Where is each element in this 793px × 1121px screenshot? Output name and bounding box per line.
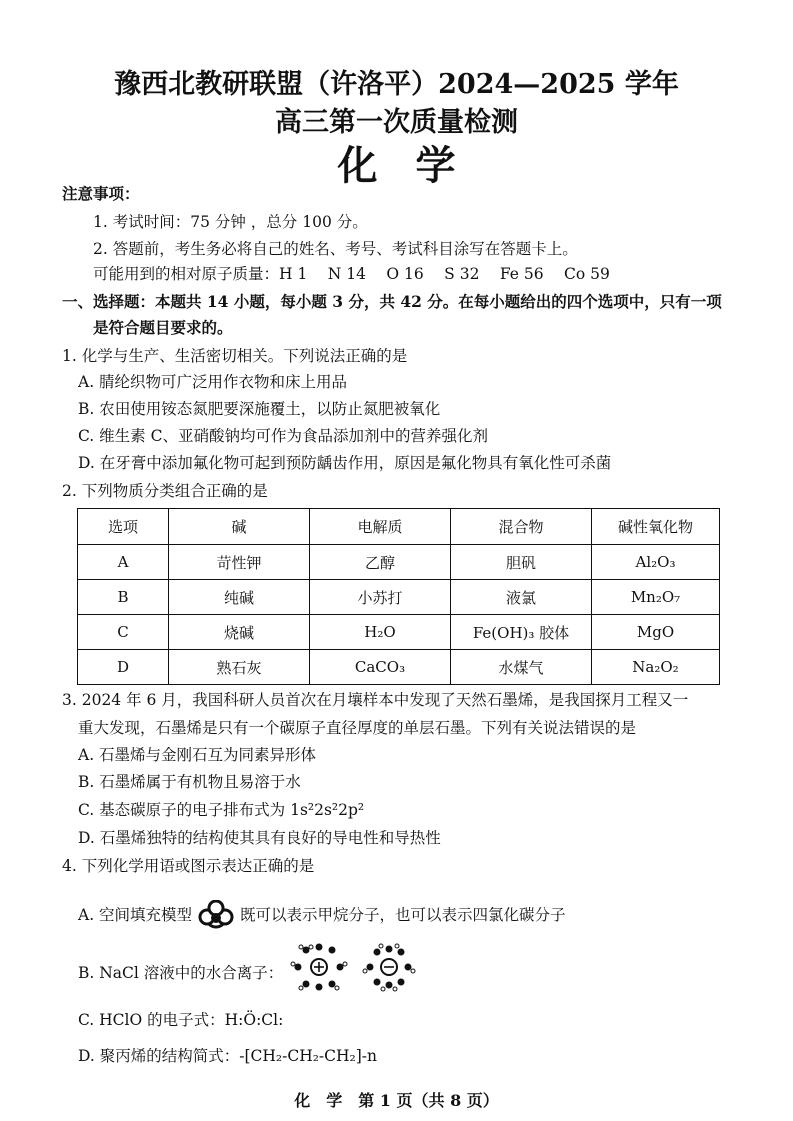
table-cell: 胆矾 [451, 545, 592, 580]
q2-stem: 2. 下列物质分类组合正确的是 [62, 482, 268, 500]
table-header-cell: 碱性氧化物 [592, 509, 720, 545]
hydrated-anion-icon [361, 942, 417, 992]
q3-stem-cont: 重大发现，石墨烯是只有一个碳原子直径厚度的单层石墨。下列有关说法错误的是 [78, 719, 637, 737]
q1-option-d: D. 在牙膏中添加氟化物可起到预防龋齿作用，原因是氟化物具有氧化性可杀菌 [78, 454, 612, 472]
table-cell: A [78, 545, 169, 580]
notes-heading: 注意事项： [62, 184, 140, 203]
table-header-cell: 混合物 [451, 509, 592, 545]
table-header-cell: 电解质 [310, 509, 451, 545]
table-header-cell: 选项 [78, 509, 169, 545]
table-row [78, 545, 720, 580]
space-filling-model-icon [197, 900, 235, 932]
table-cell: 烧碱 [169, 615, 310, 650]
table-cell: H₂O [310, 615, 451, 650]
exam-subtitle: 高三第一次质量检测 [275, 107, 518, 138]
table-cell: 苛性钾 [169, 545, 310, 580]
table-cell: CaCO₃ [310, 650, 451, 685]
q4-option-a [78, 900, 565, 932]
table-cell: C [78, 615, 169, 650]
q4-option-c: C. HClO 的电子式：H:Ö:Cl: [78, 1011, 284, 1029]
table-cell: 熟石灰 [169, 650, 310, 685]
table-header-row [78, 509, 720, 545]
q4-option-b-label: B. NaCl 溶液中的水合离子： [78, 964, 284, 982]
q1-option-a: A. 腈纶织物可广泛用作衣物和床上用品 [78, 373, 348, 391]
table-cell: Al₂O₃ [592, 545, 720, 580]
q4-stem: 4. 下列化学用语或图示表达正确的是 [62, 857, 315, 875]
q4-option-b [78, 956, 417, 992]
notes-item-1: 1. 考试时间：75 分钟 ，总分 100 分。 [93, 213, 368, 231]
section-1-heading-cont: 是符合题目要求的。 [93, 318, 233, 337]
table-cell: Mn₂O₇ [592, 580, 720, 615]
table-cell: Na₂O₂ [592, 650, 720, 685]
table-cell: Fe(OH)₃ 胶体 [451, 615, 592, 650]
q1-stem: 1. 化学与生产、生活密切相关。下列说法正确的是 [62, 347, 408, 365]
table-cell: 液氯 [451, 580, 592, 615]
q3-stem: 3. 2024 年 6 月，我国科研人员首次在月壤样本中发现了天然石墨烯，是我国探月工程又一 [62, 691, 689, 709]
q4-option-a-suffix: 既可以表示甲烷分子，也可以表示四氯化碳分子 [239, 906, 566, 924]
subject-title: 化学 [337, 142, 494, 189]
table-header-cell: 碱 [169, 509, 310, 545]
q3-option-b: B. 石墨烯属于有机物且易溶于水 [78, 773, 301, 791]
table-row [78, 615, 720, 650]
table-cell: 水煤气 [451, 650, 592, 685]
q4-option-a-prefix: A. 空间填充模型 [78, 906, 193, 924]
q1-option-c: C. 维生素 C、亚硝酸钠均可作为食品添加剂中的营养强化剂 [78, 427, 488, 445]
page-footer: 化 学 第 1 页（共 8 页） [294, 1091, 499, 1110]
q3-option-a: A. 石墨烯与金刚石互为同素异形体 [78, 746, 317, 764]
section-1-heading: 一、选择题：本题共 14 小题，每小题 3 分，共 42 分。在每小题给出的四个选项中，只有一项 [62, 292, 722, 311]
table-cell: 纯碱 [169, 580, 310, 615]
q3-option-c: C. 基态碳原子的电子排布式为 1s²2s²2p² [78, 801, 365, 819]
hydrated-cation-icon [288, 942, 350, 992]
table-cell: 小苏打 [310, 580, 451, 615]
q2-classification-table [77, 508, 720, 685]
table-row [78, 650, 720, 685]
q4-option-d: D. 聚丙烯的结构简式：-[CH₂-CH₂-CH₂]-n [78, 1047, 378, 1065]
table-cell: MgO [592, 615, 720, 650]
table-row [78, 580, 720, 615]
atomic-mass-line: 可能用到的相对原子质量：H 1 N 14 O 16 S 32 Fe 56 Co 59 [93, 265, 610, 283]
q1-option-b: B. 农田使用铵态氮肥要深施覆土，以防止氮肥被氧化 [78, 400, 441, 418]
notes-item-2: 2. 答题前，考生务必将自己的姓名、考号、考试科目涂写在答题卡上。 [93, 240, 578, 258]
q3-option-d: D. 石墨烯独特的结构使其具有良好的导电性和导热性 [78, 829, 441, 847]
table-cell: 乙醇 [310, 545, 451, 580]
table-cell: D [78, 650, 169, 685]
exam-title: 豫西北教研联盟（许洛平）2024—2025 学年 [114, 69, 679, 100]
table-cell: B [78, 580, 169, 615]
